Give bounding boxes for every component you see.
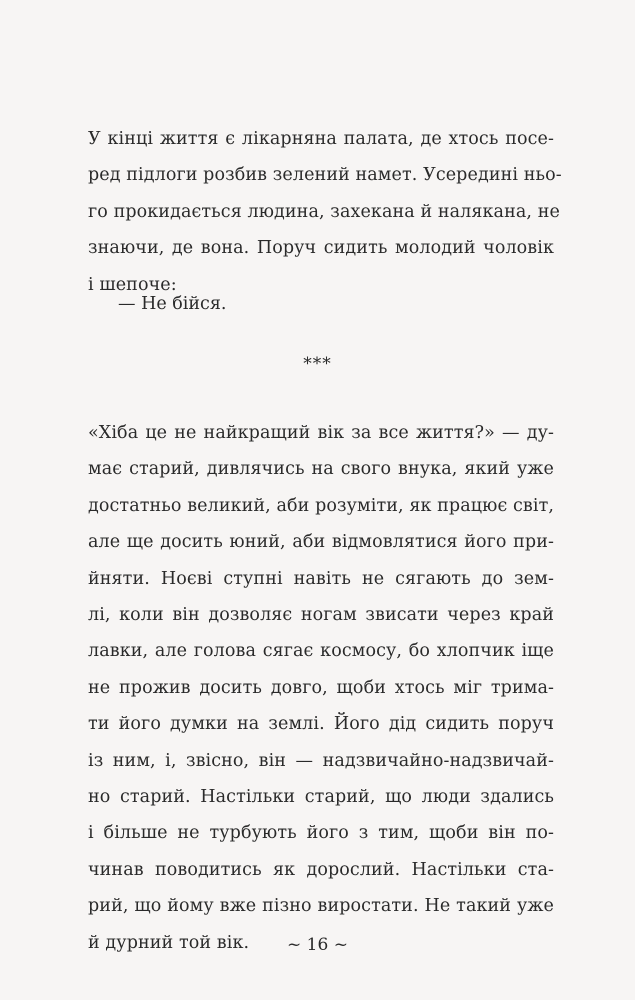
text-line: рий, що йому вже пізно виростати. Не такий уже	[88, 896, 554, 917]
text-line: «Хіба це не найкращий вік за все життя?» — ду-	[88, 423, 554, 443]
text-line: чинав поводитись як дорослий. Настільки ста-	[88, 859, 554, 880]
text-line: не прожив досить довго, щоби хтось міг трима-	[88, 677, 554, 698]
text-line: лавки, але голова сягає космосу, бо хлопчик іще	[88, 641, 554, 662]
text-line: але ще досить юний, аби відмовлятися його при-	[88, 532, 554, 553]
text-line: йняти. Ноєві ступні навіть не сягають до зем-	[88, 568, 554, 589]
paragraph-1	[88, 121, 562, 303]
text-line: У кінці життя є лікарняна палата, де хтось посе-	[88, 129, 554, 149]
text-line: го прокидається людина, захекана й налякана, не	[88, 201, 560, 222]
text-line: із ним, і, звісно, він — надзвичайно-надзвичай-	[88, 750, 554, 771]
text-line: достатньо великий, аби розуміти, як працює світ,	[88, 495, 555, 516]
text-line: лі, коли він дозволяє ногам звисати через край	[88, 605, 554, 626]
dialogue-line: — Не бійся.	[118, 294, 227, 314]
page-number: ~ 16 ~	[287, 935, 348, 955]
text-line: і шепоче:	[88, 274, 177, 295]
section-separator: ***	[303, 354, 332, 374]
text-line: й дурний той вік.	[88, 932, 250, 953]
text-line: знаючи, де вона. Поруч сидить молодий чоловік	[88, 238, 554, 259]
paragraph-2	[88, 415, 554, 961]
text-line: має старий, дивлячись на свого внука, який уже	[88, 459, 554, 480]
text-line: ред підлоги розбив зелений намет. Усередині ньо-	[88, 165, 562, 186]
text-line: но старий. Настільки старий, що люди здались	[88, 787, 554, 808]
text-line: ти його думки на землі. Його дід сидить поруч	[88, 714, 554, 735]
text-line: і більше не турбують його з тим, щоби він по-	[88, 823, 554, 844]
